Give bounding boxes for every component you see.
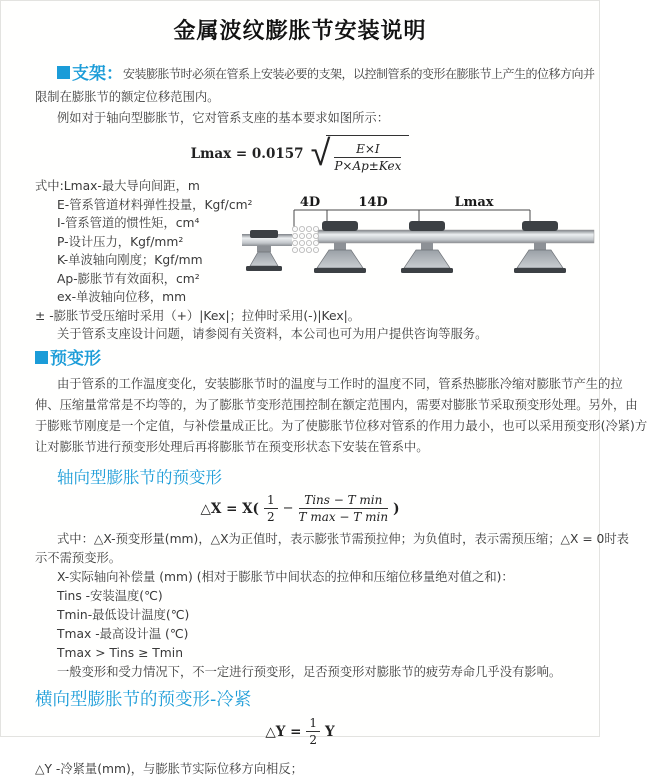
paragraph-line: 由于管系的工作温度变化，安装膨胀节时的温度与工作时的温度不同，管系热膨胀冷缩对膨胀节产生的拉 bbox=[57, 376, 623, 391]
axial-formula-lhs: △X = X( bbox=[200, 500, 259, 517]
guide-support bbox=[514, 221, 566, 273]
support-intro-line-3: 例如对于轴向型膨胀节，它对管系支座的基本要求如图所示： bbox=[57, 111, 390, 125]
paragraph-line: 伸、压缩量常常是不均等的，为了膨胀节变形范围控制在额定范围内，需要对膨胀节采取预变形处理。另外，由 bbox=[35, 397, 638, 412]
one-half-fraction bbox=[306, 716, 320, 747]
predeform-paragraph bbox=[35, 374, 647, 458]
radical-sign: √ bbox=[310, 133, 331, 174]
lmax-formula-numerator: E×I bbox=[334, 142, 401, 158]
support-section-title: 支架： bbox=[72, 64, 123, 84]
section-marker-square-icon bbox=[35, 351, 48, 364]
bellows-expansion-joint bbox=[292, 226, 318, 252]
temperature-fraction bbox=[299, 493, 389, 524]
lmax-formula bbox=[35, 134, 565, 174]
section-predeform-heading bbox=[35, 346, 565, 371]
axial-subsection-title: 轴向型膨胀节的预变形 bbox=[57, 467, 222, 487]
page-title: 金属波纹膨胀节安装说明 bbox=[173, 19, 427, 44]
lmax-formula-lhs: Lmax = 0.0157 bbox=[190, 146, 304, 162]
fraction-denominator: 2 bbox=[309, 733, 318, 747]
definition-item: E-管系管道材料弹性投量，Kgf/cm² bbox=[57, 197, 253, 212]
note-line: 一般变形和受力情况下，不一定进行预变形，足否预变形对膨胀节的疲劳寿命几乎没有影响。 bbox=[57, 664, 562, 679]
lateral-formula-rhs: Y bbox=[325, 723, 335, 740]
pipe bbox=[318, 230, 594, 243]
lateral-predeform-formula bbox=[35, 715, 565, 749]
note-line: Tmax > Tins ≥ Tmin bbox=[57, 645, 183, 660]
lmax-formula-denominator: P×Ap±Kex bbox=[334, 159, 402, 173]
definition-item: 关于管系支座设计问题，请参阅有关资料，本公司也可为用户提供咨询等服务。 bbox=[57, 327, 488, 341]
fraction-numerator: 1 bbox=[264, 493, 278, 509]
definition-item: K-单波轴向刚度；Kgf/mm bbox=[57, 253, 203, 267]
lateral-formula-lhs: △Y = bbox=[265, 723, 302, 740]
square-root bbox=[311, 135, 410, 173]
definition-item: 式中:Lmax-最大导向间距，m bbox=[35, 179, 200, 193]
fraction-denominator: 2 bbox=[266, 510, 275, 524]
note-line: 式中：△X-预变形量(mm)，△X为正值时，表示膨张节需预拉伸；为负值时，表示需预压缩；△X = 0时表 bbox=[57, 531, 629, 546]
dimension-label-14d: 14D bbox=[358, 195, 388, 210]
definition-item: Ap-膨胀节有效面积，cm² bbox=[57, 271, 200, 286]
dimension-label-lmax: Lmax bbox=[454, 195, 494, 210]
axial-predeform-formula bbox=[35, 492, 565, 526]
axial-formula-rhs: ) bbox=[393, 500, 400, 517]
definition-item: ± -膨胀节受压缩时采用（+）|Kex|；拉伸时采用(-)|Kex|。 bbox=[35, 308, 361, 323]
guide-support bbox=[314, 221, 366, 273]
section-marker-square-icon bbox=[57, 66, 70, 79]
dimension-label-4d: 4D bbox=[299, 195, 321, 210]
note-line: X-实际轴向补偿量 (mm) (相对于膨胀节中间状态的拉伸和压缩位移量绝对值之和)： bbox=[57, 569, 514, 584]
support-spacing-diagram bbox=[240, 192, 598, 292]
definition-item: P-设计压力，Kgf/mm² bbox=[57, 234, 184, 249]
definition-item: I-管系管道的惯性矩，cm⁴ bbox=[57, 216, 200, 230]
support-intro-line-1: 安装膨胀节时必须在管系上安装必要的支架，以控制管系的变形在膨胀节上产生的位移方向并 bbox=[123, 67, 595, 81]
note-line: 示不需预变形。 bbox=[35, 550, 122, 565]
note-line: Tins -安装温度(℃) bbox=[57, 588, 163, 603]
paragraph-line: 让对膨胀节进行预变形处理后再将膨胀节在预变形状态下安装在管系中。 bbox=[35, 439, 429, 454]
one-half-fraction bbox=[264, 493, 278, 524]
fraction-denominator: T max − T min bbox=[298, 510, 389, 524]
paragraph-line: 于膨账节刚度是一个定值，与补偿量成正比。为了使膨胀节位移对管系的作用力最小，也可以采用预变形(冷紧)方 bbox=[35, 418, 647, 433]
fraction-numerator: 1 bbox=[306, 716, 320, 732]
note-line: Tmax -最高设计温 (℃) bbox=[57, 626, 189, 641]
guide-support bbox=[401, 221, 453, 273]
section-support-heading bbox=[35, 60, 595, 87]
lateral-note-line: △Y -冷紧量(mm)，与膨胀节实际位移方向相反； bbox=[35, 761, 303, 776]
definition-item: ex-单波轴向位移，mm bbox=[57, 290, 187, 304]
support-intro-line-2: 限制在膨胀节的额定位移范围内。 bbox=[35, 90, 220, 104]
predeform-section-title: 预变形 bbox=[50, 348, 101, 369]
lateral-subsection-title: 横向型膨胀节的预变形-冷紧 bbox=[35, 689, 252, 710]
anchor-support bbox=[246, 230, 282, 271]
fraction-numerator: Tins − T min bbox=[299, 493, 389, 509]
note-line: Tmin-最低设计温度(℃) bbox=[57, 607, 190, 622]
minus-operator: − bbox=[282, 501, 294, 516]
axial-notes bbox=[35, 530, 629, 682]
